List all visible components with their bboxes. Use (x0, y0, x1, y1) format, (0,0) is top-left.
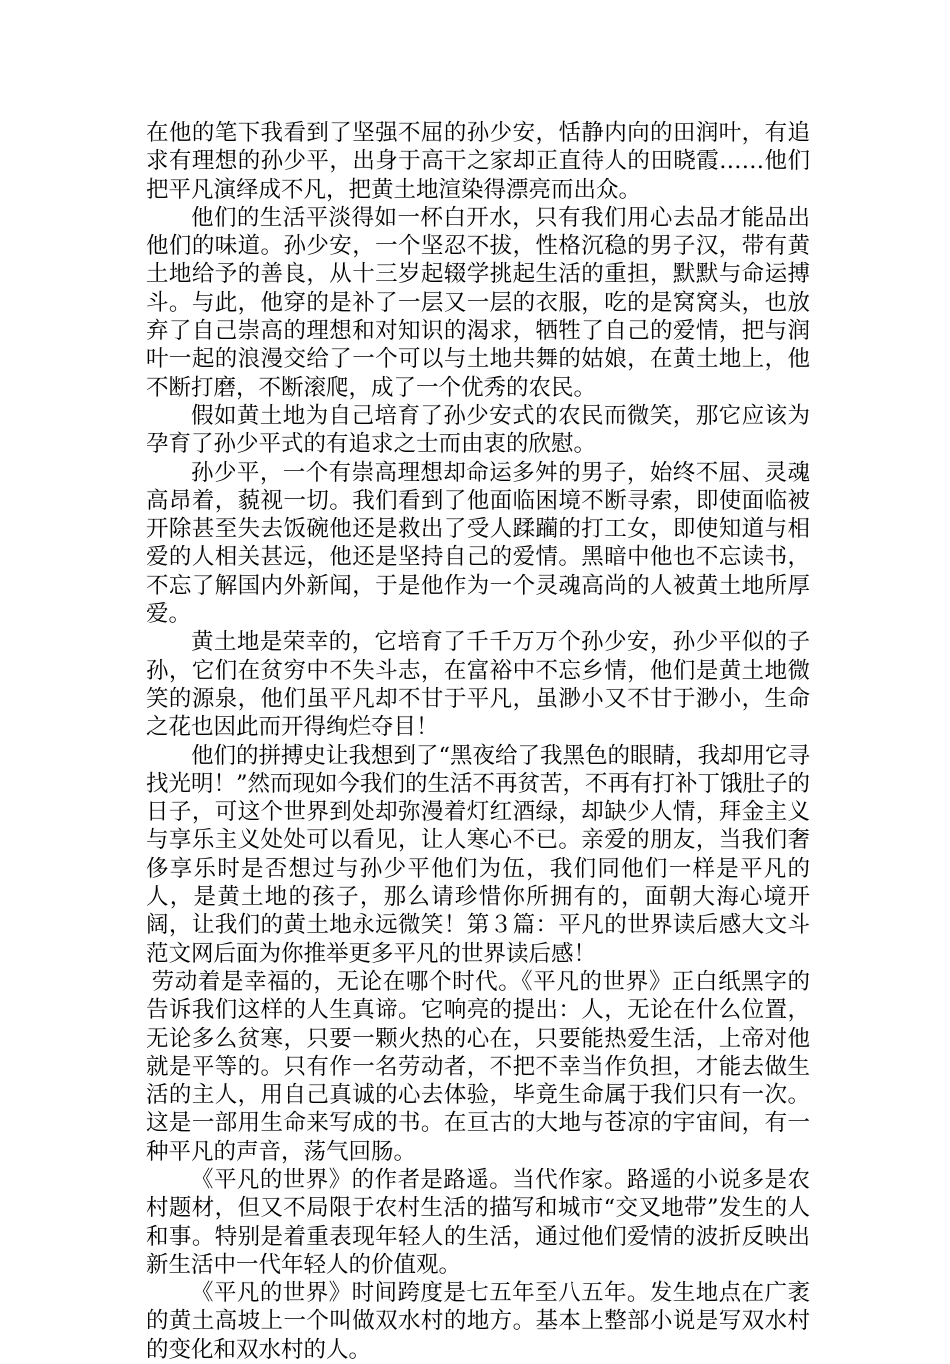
paragraph-4: 孙少平，一个有崇高理想却命运多舛的男子，始终不屈、灵魂高昂着，藐视一切。我们看到了他面临困境不断寻索，即使面临被开除甚至失去饭碗他还是救出了受人蹂躏的打工女，即使知道与相爱的人相关甚远，他还是坚持自己的爱情。黑暗中他也不忘读书，不忘了解国内外新闻，于是他作为一个灵魂高尚的人被黄土地所厚爱。 (146, 459, 810, 628)
paragraph-9: 《平凡的世界》时间跨度是七五年至八五年。发生地点在广袤的黄土高坡上一个叫做双水村的地方。基本上整部小说是写双水村的变化和双水村的人。 (146, 1280, 810, 1363)
paragraph-6: 他们的拼搏史让我想到了“黑夜给了我黑色的眼睛，我却用它寻找光明！”然而现如今我们的生活不再贫苦，不再有打补丁饿肚子的日子，可这个世界到处却弥漫着灯红酒绿，却缺少人情，拜金主义与享乐主义处处可以看见，让人寒心不已。亲爱的朋友，当我们奢侈享乐时是否想过与孙少平他们为伍，我们同他们一样是平凡的人，是黄土地的孩子，那么请珍惜你所拥有的，面朝大海心境开阔，让我们的黄土地永远微笑！第３篇：平凡的世界读后感大文斗范文网后面为你推举更多平凡的世界读后感！ (146, 742, 811, 967)
paragraph-8: 《平凡的世界》的作者是路遥。当代作家。路遥的小说多是农村题材，但又不局限于农村生活的描写和城市“交叉地带”发生的人和事。特别是着重表现年轻人的生活，通过他们爱情的波折反映出新生活中一代年轻人的价值观。 (146, 1166, 810, 1278)
paragraph-3: 假如黄土地为自己培育了孙少安式的农民而微笑，那它应该为孕育了孙少平式的有追求之士而由衷的欣慰。 (146, 402, 810, 458)
document-body (146, 119, 810, 1364)
paragraph-2: 他们的生活平淡得如一杯白开水，只有我们用心去品才能品出他们的味道。孙少安，一个坚忍不拔，性格沉稳的男子汉，带有黄土地给予的善良，从十三岁起辍学挑起生活的重担，默默与命运搏斗。与此，他穿的是补了一层又一层的衣服，吃的是窝窝头，也放弃了自己崇高的理想和对知识的渴求，牺牲了自己的爱情，把与润叶一起的浪漫交给了一个可以与土地共舞的姑娘，在黄土地上，他不断打磨，不断滚爬，成了一个优秀的农民。 (146, 204, 810, 401)
paragraph-5: 黄土地是荣幸的，它培育了千千万万个孙少安，孙少平似的子孙，它们在贫穷中不失斗志，在富裕中不忘乡情，他们是黄土地微笑的源泉，他们虽平凡却不甘于平凡，虽渺小又不甘于渺小，生命之花也因此而开得绚烂夺目！ (146, 629, 810, 741)
paragraph-1: 在他的笔下我看到了坚强不屈的孙少安，恬静内向的田润叶，有追求有理想的孙少平，出身于高干之家却正直待人的田晓霞……他们把平凡演绎成不凡，把黄土地渲染得漂亮而出众。 (146, 120, 810, 203)
paragraph-7: 劳动着是幸福的，无论在哪个时代。《平凡的世界》正白纸黑字的告诉我们这样的人生真谛。它响亮的提出：人，无论在什么位置，无论多么贫寒，只要一颗火热的心在，只要能热爱生活，上帝对他就是平等的。只有作一名劳动者，不把不幸当作负担，才能去做生活的主人，用自己真诚的心去体验，毕竟生命属于我们只有一次。这是一部用生命来写成的书。在亘古的大地与苍凉的宇宙间，有一种平凡的声音，荡气回肠。 (146, 968, 810, 1165)
